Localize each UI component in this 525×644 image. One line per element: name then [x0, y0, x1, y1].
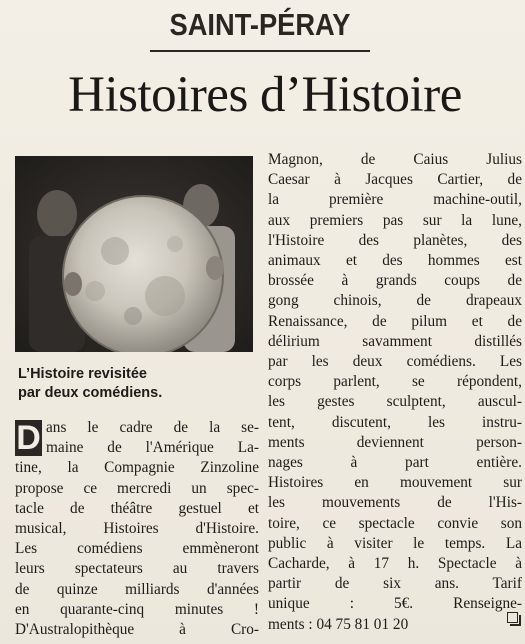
text-line: la première machine-outil, [268, 191, 522, 209]
text-line: Histoires en mouvement sur [268, 474, 522, 492]
text-line: Les comédiens emmèneront [15, 540, 259, 558]
text-line: Magnon, de Caius Julius [268, 151, 522, 168]
text-line: Caesar à Jacques Cartier, de [268, 171, 522, 189]
text-line: unique : 5€. Renseigne- [268, 595, 522, 613]
article-headline: Histoires d’Histoire [68, 67, 462, 123]
text-line: de quinze milliards d'années [15, 580, 259, 598]
text-line: aux premiers pas sur la lune, [268, 211, 522, 229]
photo-caption [18, 365, 248, 403]
text-line: D'Australopithèque à Cro- [15, 621, 259, 639]
text-line: gong chinois, de drapeaux [268, 292, 522, 310]
text-line: ments deviennent person- [268, 433, 522, 451]
rubric-underline [150, 50, 370, 52]
text-line: maine de l'Amérique La- [46, 439, 259, 457]
photo-two-actors-with-moon-gong-icon [15, 156, 253, 352]
text-line: tacle de théâtre gestuel et [15, 499, 259, 517]
text-line: brossée à grands coups de [268, 272, 522, 290]
article-column-left [15, 418, 259, 640]
text-line: nages à part entière. [268, 454, 522, 472]
caption-line: L’Histoire revisitée [18, 366, 147, 382]
text-line: propose ce mercredi un spec- [15, 479, 259, 497]
text-line: par les deux comédiens. Les [268, 353, 522, 371]
end-of-article-square-icon [507, 612, 518, 623]
text-line: ments : 04 75 81 01 20 [268, 615, 409, 633]
text-line: Renaissance, de pilum et de [268, 312, 522, 330]
text-line: Cacharde, à 17 h. Spectacle à [268, 555, 522, 573]
text-line: les mouvements de l'His- [268, 494, 522, 512]
text-line: corps parlent, se répondent, [268, 373, 522, 391]
text-line: public à visiter le temps. La [268, 534, 522, 552]
text-line: animaux et des hommes est [268, 252, 522, 270]
section-rubric: SAINT-PÉRAY [169, 7, 351, 42]
drop-cap: D [16, 419, 41, 457]
text-line: tine, la Compagnie Zinzoline [15, 459, 259, 477]
text-line: ans le cadre de la se- [46, 419, 259, 436]
text-line: les gestes sculptent, auscul- [268, 393, 522, 411]
text-line: l'Histoire des planètes, des [268, 231, 522, 249]
text-line: musical, Histoires d'Histoire. [15, 520, 259, 538]
text-line: leurs spectateurs au travers [15, 560, 259, 578]
text-line: délirium savamment distillés [268, 332, 522, 350]
article-column-right [268, 150, 522, 635]
caption-line: par deux comédiens. [18, 385, 163, 401]
text-line: toire, ce spectacle convie son [268, 514, 522, 532]
article-photo [15, 156, 253, 352]
text-line: partir de six ans. Tarif [268, 575, 522, 593]
text-line: tent, discutent, les instru- [268, 413, 522, 431]
text-line: en quarante-cinq minutes ! [15, 600, 259, 618]
